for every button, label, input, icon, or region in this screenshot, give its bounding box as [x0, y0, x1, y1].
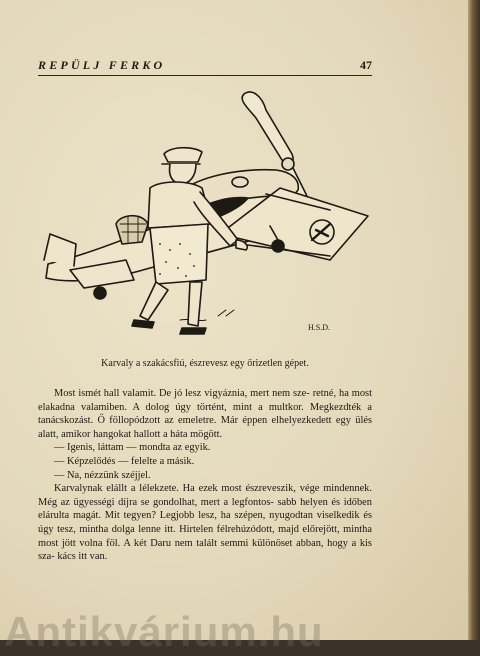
running-head	[38, 58, 372, 76]
text-line: kács itt van.	[57, 551, 108, 563]
artist-signature: H.S.D.	[308, 323, 331, 332]
text-line: a háta mögött.	[162, 428, 223, 440]
text-line: föl. A két Daru nem talált semmi különöset abban, hogy a kis sza-	[38, 537, 372, 563]
text-line: mindennek. Még az ügyességi díjra se gondolhat, mert a legfontos-	[38, 483, 372, 508]
dialogue-line: — Na, nézzünk széjjel.	[54, 469, 151, 481]
illustration	[30, 84, 380, 354]
paragraph-1	[38, 387, 372, 441]
book-spine-edge	[468, 0, 480, 640]
watermark: Antikvárium.hu	[4, 608, 324, 655]
text-line: Most ismét hall valamit. De jó lesz vigyáznia, mert nem sze-	[54, 388, 310, 399]
dialogue-line: — Igenis, láttam — mondta az egyik.	[54, 442, 211, 454]
running-title: REPÜLJ FERKO	[38, 58, 166, 72]
figure-caption: Karvaly a szakácsfiú, észrevesz egy őrizetlen gépet.	[101, 358, 309, 369]
text-line: itt. Hirtelen félrehúzódott, majd előrejött, mintha most jött volna	[38, 523, 372, 549]
body-text	[38, 387, 372, 564]
text-line: sabb helyen és időben elárulta magát. Mit tegyen? Legjobb lesz,	[38, 496, 372, 522]
text-line: ha szépen, nyugodtan viselkedik és úgy tesz, mintha dolga lenne	[38, 510, 372, 535]
page-number: 47	[360, 58, 372, 72]
paragraph-2	[38, 482, 372, 564]
airplane-cook-drawing	[30, 84, 380, 354]
text-line: Már éppen elhelyezkedett egy ülés alatt, amikor hangokat hallott	[38, 415, 372, 440]
text-line: retné, ha most elakadna valamiben. A dolog úgy történt, mint a	[38, 388, 372, 413]
header-rule	[38, 75, 372, 76]
text-line: multkor. Megkezdték a tanácskozást. Ő föllopódzott az emeletre.	[38, 401, 372, 427]
text-line: Karvalynak elállt a lélekzete. Ha ezek most észreveszik, vége	[54, 483, 320, 495]
dialogue-line: — Képzelődés — felelte a másik.	[54, 455, 195, 467]
